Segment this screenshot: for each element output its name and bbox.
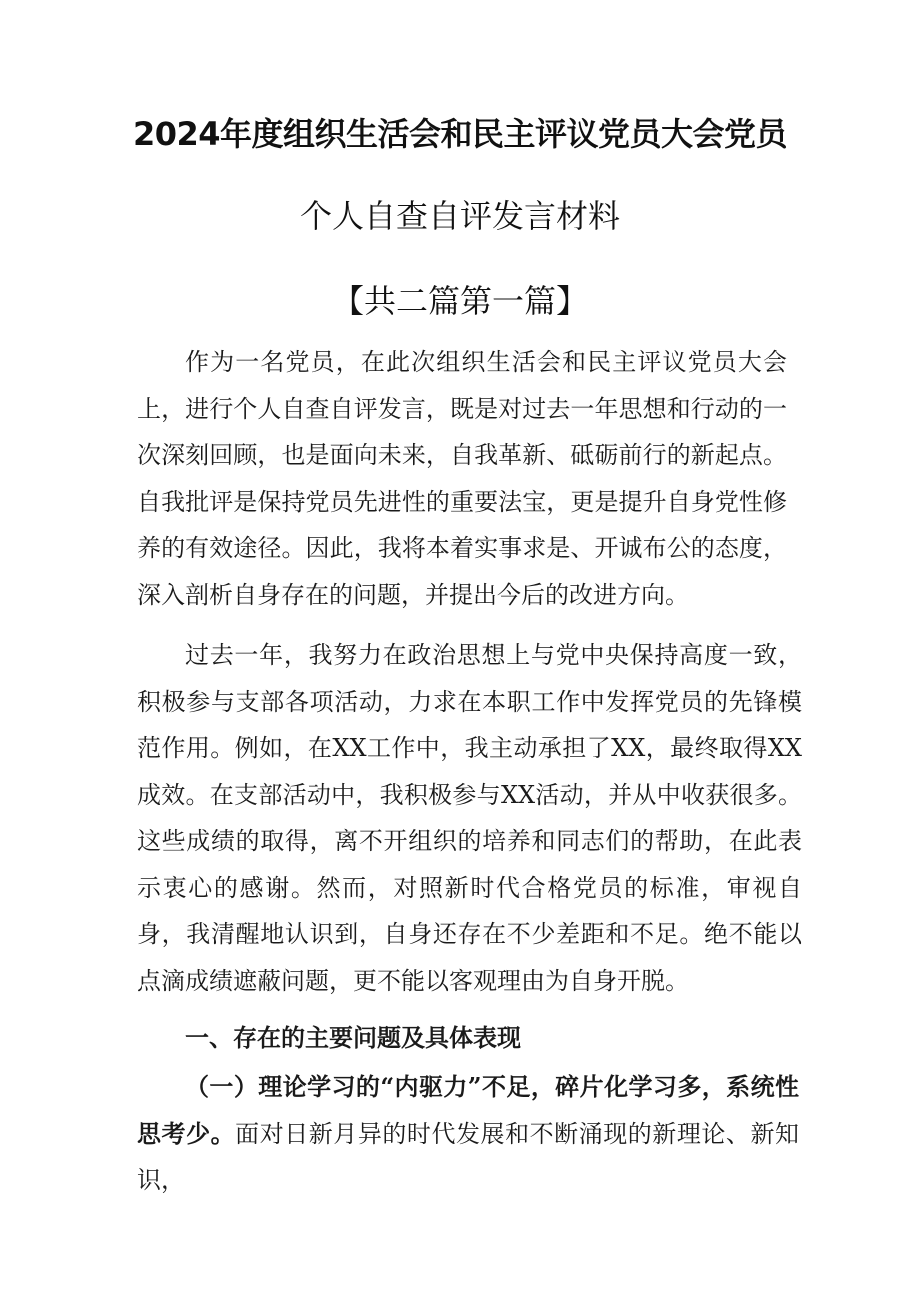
document-subtitle: 【共二篇第一篇】 (331, 282, 588, 320)
problem-1-text: 面对日新月异的时代发展和不断涌现的新理论、新知识， (137, 1119, 800, 1194)
paragraph-introduction: 作为一名党员，在此次组织生活会和民主评议党员大会上，进行个人自查自评发言，既是对过去一年思想和行动的一次深刻回顾，也是面向未来，自我革新、砥砺前行的新起点。自我批评是保持党员先进性的重要法宝，更是提升自身党性修养的有效途径。因此，我将本着实事求是、开诚布公的态度，深入剖析自身存在的问题，并提出今后的改进方向。 (137, 348, 787, 609)
document-title-line-2: 个人自查自评发言材料 (299, 197, 620, 235)
paragraph-problem-1 (137, 1064, 799, 1204)
document-title-line-1: 2024年度组织生活会和民主评议党员大会党员 (132, 115, 788, 153)
problem-1-heading: （一）理论学习的“内驱力”不足，碎片化学习多，系统性思考少。 (137, 1072, 799, 1148)
section-heading-problems: 一、存在的主要问题及具体表现 (185, 1023, 521, 1052)
paragraph-review: 过去一年，我努力在政治思想上与党中央保持高度一致，积极参与支部各项活动，力求在本职工作中发挥党员的先锋模范作用。例如，在XX工作中，我主动承担了XX，最终取得XX成效。在支部活动中，我积极参与XX活动，并从中收获很多。这些成绩的取得，离不开组织的培养和同志们的帮助，在此表示衷心的感谢。然而，对照新时代合格党员的标准，审视自身，我清醒地认识到，自身还存在不少差距和不足。绝不能以点滴成绩遮蔽问题，更不能以客观理由为自身开脱。 (137, 641, 802, 995)
